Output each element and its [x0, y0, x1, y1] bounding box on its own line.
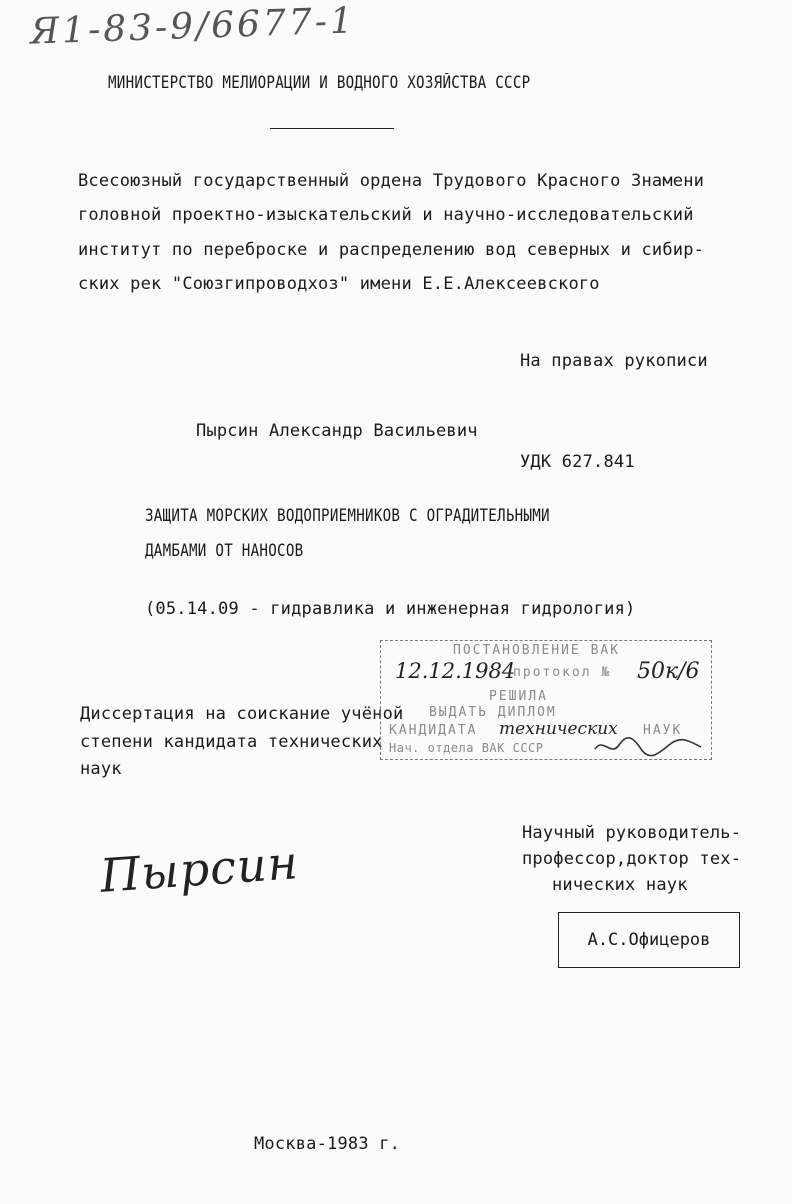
author-name: Пырсин Александр Васильевич [196, 421, 478, 441]
institute-line: головной проектно-изыскательский и научно-исследовательский [78, 205, 694, 225]
advisor-line: профессор,доктор тех- [522, 849, 742, 869]
advisor-name: А.С.Офицеров [587, 930, 711, 950]
institute-line: ских рек "Союзгипроводхоз" имени Е.Е.Алексеевского [78, 274, 600, 294]
thesis-title: ЗАЩИТА МОРСКИХ ВОДОПРИЕМНИКОВ С ОГРАДИТЕЛЬНЫМИ [145, 506, 550, 525]
vak-stamp [380, 640, 712, 760]
heading-divider [270, 128, 394, 129]
dissertation-line: Диссертация на соискание учёной [80, 704, 404, 724]
stamp-text: РЕШИЛА [489, 689, 548, 704]
manuscript-rights: На правах рукописи [520, 351, 708, 371]
dissertation-line: степени кандидата технических [80, 732, 383, 752]
dissertation-line: наук [80, 759, 122, 779]
author-signature: Пырсин [98, 835, 301, 903]
stamp-text: Нач. отдела ВАК СССР [389, 741, 544, 755]
stamp-text: ВЫДАТЬ ДИПЛОМ [429, 705, 557, 720]
udc-code: УДК 627.841 [520, 452, 635, 472]
stamp-number: 50к/6 [637, 659, 700, 684]
stamp-text: НАУК [643, 723, 683, 738]
institute-line: институт по переброске и распределению вод северных и сибир- [78, 240, 705, 260]
footer-place-year: Москва-1983 г. [254, 1134, 401, 1154]
advisor-line: Научный руководитель- [522, 823, 742, 843]
thesis-title: ДАМБАМИ ОТ НАНОСОВ [145, 541, 304, 560]
stamp-text: КАНДИДАТА [389, 723, 478, 738]
stamp-text: ПОСТАНОВЛЕНИЕ ВАК [453, 643, 621, 658]
stamp-field: технических [499, 719, 618, 739]
archive-stamp: Я1-83-9/6677-1 [29, 0, 357, 53]
ministry-heading: МИНИСТЕРСТВО МЕЛИОРАЦИИ И ВОДНОГО ХОЗЯЙСТВА СССР [108, 73, 531, 92]
stamp-signature [593, 733, 703, 759]
specialty-code: (05.14.09 - гидравлика и инженерная гидрология) [145, 599, 636, 619]
institute-line: Всесоюзный государственный ордена Трудового Красного Знамени [78, 171, 705, 191]
advisor-line: нических наук [552, 875, 688, 895]
stamp-text: протокол № [513, 665, 612, 680]
advisor-name-box [558, 912, 740, 968]
stamp-date: 12.12.1984 [395, 659, 516, 683]
